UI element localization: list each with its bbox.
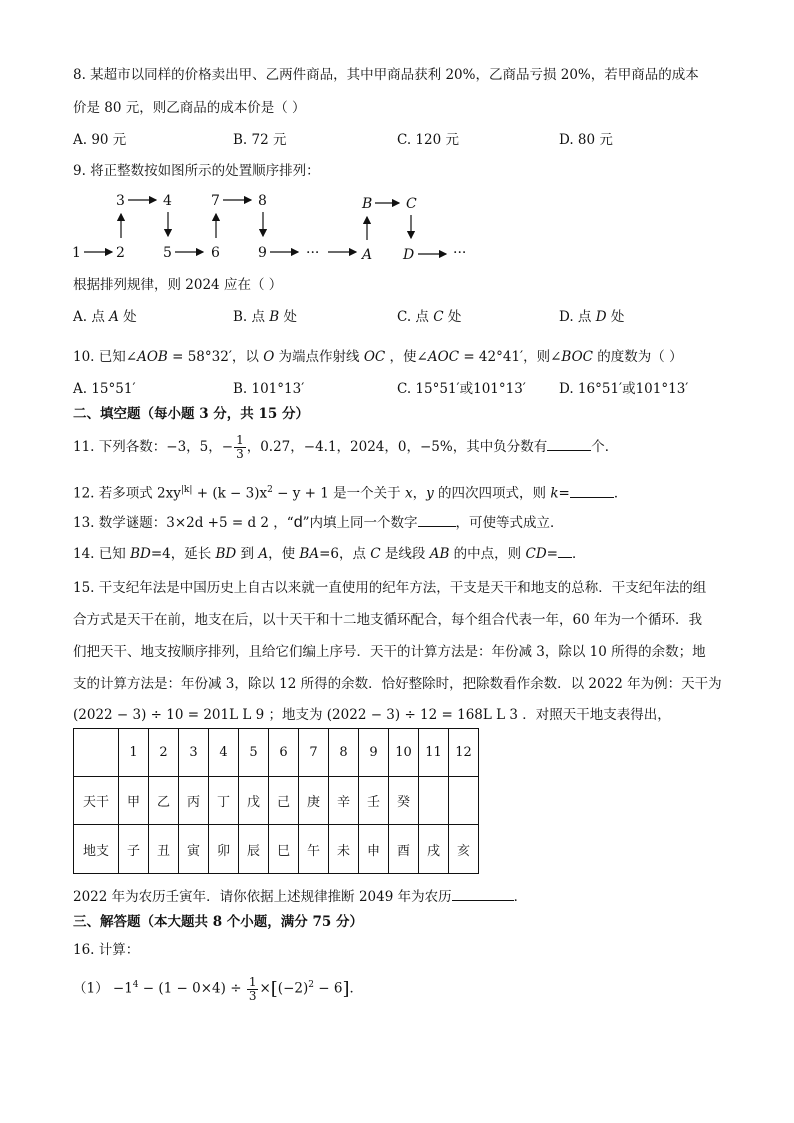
table-row-dizhi: 地支 子 丑 寅 卯 辰 巳 午 未 申 酉 戌 亥 <box>74 825 479 874</box>
q9-option-c: C. 点 C 处 <box>397 309 462 325</box>
q15-line4: 支的计算方法是：年份减 3，除以 12 所得的余数．恰好整除时，把除数看作余数．以 2022 年为例：天干为 <box>73 676 722 692</box>
diagram-top-b: B <box>362 196 373 212</box>
q15-after-table: 2022 年为农历壬寅年．请你依据上述规律推断 2049 年为农历 ． <box>73 889 528 905</box>
q10-option-a: A. 15°51′ <box>73 381 136 397</box>
diagram-top-4: 4 <box>163 193 172 209</box>
tiangan-dizhi-table <box>73 728 479 874</box>
q11-stem: 11. 下列各数：−3，5，− $\frac{1}{3}$ ，0.27，−4.1，2024，0，−5%，其中负分数有 个． <box>73 433 619 461</box>
q9-sequence-diagram <box>66 186 486 266</box>
diagram-bottom-1: 1 <box>72 245 81 261</box>
q9-option-b: B. 点 B 处 <box>233 309 298 325</box>
section-2-heading: 二、填空题（每小题 3 分，共 15 分） <box>73 406 309 422</box>
diagram-bottom-5: 5 <box>163 245 172 261</box>
q14-stem: 14. 已知 BD=4，延长 BD 到 A，使 BA=6，点 C 是线段 AB 的中点，则 CD= ． <box>73 546 586 562</box>
diagram-top-8: 8 <box>258 193 267 209</box>
q16-fraction: $\frac{1}{3}$ <box>248 974 257 1003</box>
q8-line2: 价是 80 元，则乙商品的成本价是（ ） <box>73 100 306 116</box>
q9-option-a: A. 点 A 处 <box>73 309 137 325</box>
q8-option-b: B. 72 元 <box>233 132 287 148</box>
q14-answer-blank[interactable] <box>558 545 572 558</box>
q10-option-b: B. 101°13′ <box>233 381 305 397</box>
diagram-bottom-a: A <box>362 247 373 263</box>
q10-option-d: D. 16°51′或101°13′ <box>559 381 689 397</box>
q10-option-c: C. 15°51′或101°13′ <box>397 381 526 397</box>
q15-line3: 们把天干、地支按顺序排列，且给它们编上序号．天干的计算方法是：年份减 3，除以 10 所得的余数；地 <box>73 644 706 660</box>
diagram-bottom-dots1: ··· <box>306 245 320 261</box>
table-row-tiangan: 天干 甲 乙 丙 丁 戊 己 庚 辛 壬 癸 <box>74 777 479 825</box>
diagram-bottom-6: 6 <box>211 245 220 261</box>
q8-option-d: D. 80 元 <box>559 132 613 148</box>
q12-stem: 12. 若多项式 $2xy^{|k|} + (k - 3)x^2 - y + 1$ 是一个关于 x，y 的四次四项式，则 k= ． <box>73 485 628 502</box>
diagram-bottom-dots2: ··· <box>453 245 467 261</box>
q9-option-d: D. 点 D 处 <box>559 309 625 325</box>
q10-stem: 10. 已知∠AOB = 58°32′，以 O 为端点作射线 OC ，使∠AOC = 42°41′，则∠BOC 的度数为（ ） <box>73 349 683 365</box>
q8-option-c: C. 120 元 <box>397 132 459 148</box>
table-header-row: 1 2 3 4 5 6 7 8 9 10 11 12 <box>74 729 479 777</box>
q15-line2: 合方式是天干在前，地支在后，以十天干和十二地支循环配合，每个组合代表一年，60 年为一个循环．我 <box>73 612 702 628</box>
q11-fraction: $\frac{1}{3}$ <box>236 433 244 461</box>
q9-stem: 9. 将正整数按如图所示的处置顺序排列： <box>73 163 320 179</box>
diagram-top-3: 3 <box>116 193 125 209</box>
diagram-bottom-9: 9 <box>258 245 267 261</box>
q8-line1: 8. 某超市以同样的价格卖出甲、乙两件商品，其中甲商品获利 20%，乙商品亏损 20%，若甲商品的成本 <box>73 67 699 83</box>
q16-expression: $(1) -1^4 - (1 - 0\times 4)$ ÷ $\frac{1}{3}$ $\times[(-2)^2 - 6]$． <box>73 974 363 1003</box>
diagram-top-c: C <box>406 196 417 212</box>
section-3-heading: 三、解答题（本大题共 8 个小题，满分 75 分） <box>73 914 363 930</box>
diagram-bottom-d: D <box>403 247 415 263</box>
q15-line1: 15. 干支纪年法是中国历史上自古以来就一直使用的纪年方法，干支是天干和地支的总称．干支纪年法的组 <box>73 580 707 596</box>
q13-stem: 13. 数学谜题：3×2d +5 = d 2 ，“d”内填上同一个数字 ，可使等式成立． <box>73 514 564 531</box>
q16-stem: 16. 计算： <box>73 942 140 958</box>
q12-answer-blank[interactable] <box>570 485 614 498</box>
diagram-bottom-2: 2 <box>116 245 125 261</box>
q11-answer-blank[interactable] <box>547 438 591 451</box>
diagram-top-7: 7 <box>211 193 220 209</box>
q13-answer-blank[interactable] <box>418 514 456 527</box>
q8-option-a: A. 90 元 <box>73 132 127 148</box>
q15-answer-blank[interactable] <box>452 888 514 901</box>
q9-question: 根据排列规律，则 2024 应在（ ） <box>73 277 283 293</box>
q15-line5: (2022 − 3) ÷ 10 = 201L L 9 ；地支为 (2022 − 3) ÷ 12 = 168L L 3 ．对照天干地支表得出， <box>73 707 671 723</box>
